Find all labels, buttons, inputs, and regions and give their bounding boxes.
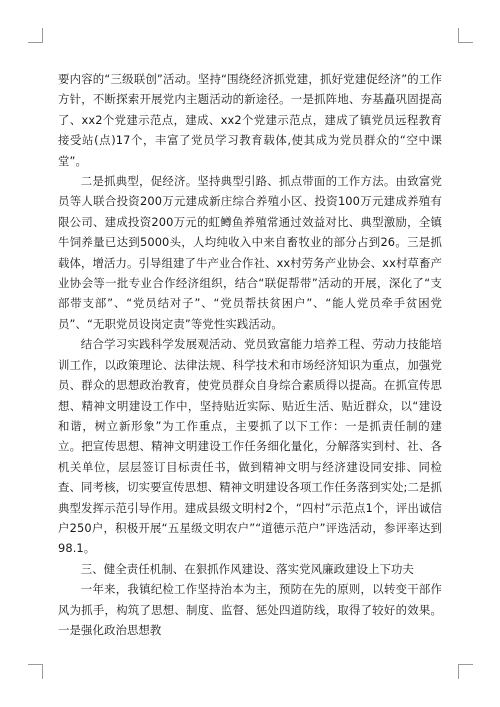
section-heading-3: 三、健全责任机制、在狠抓作风建设、落实党风廉政建设上下功夫 (80, 561, 415, 576)
crop-mark-bottom-left (28, 664, 43, 679)
crop-mark-bottom-right (458, 664, 473, 679)
paragraph-2: 二是抓典型，促经济。坚持典型引路、抓点带面的工作方法。由致富党员等人联合投资200万元建成新庄综合养殖小区、投资100万元建成养殖有限公司、建成投资200万元的虹鳟鱼养殖常通过效益对比、典型激励，全镇牛饲养量已达到5000头，人均纯收入中来自畜牧业的部分占到26。三是抓载体，增活力。引导组建了牛产业合作社、xx村劳务产业协会、xx村草畜产业协会等一批专业合作经济组织，结合“联促帮带”活动的开展，深化了“支部带支部”、“党员结对子”、“党员帮扶贫困户”、“能人党员牵手贫困党员”、“无职党员设岗定责”等党性实践活动。 (58, 174, 442, 331)
paragraph-1: 要内容的“三级联创”活动。坚持“围绕经济抓党建，抓好党建促经济”的工作方针，不断探索开展党内主题活动的新途径。一是抓阵地、夯基矗巩固提高了、xx2个党建示范点，建成、xx2个党建示范点，建成了镇党员远程教育接受站(点)17个，丰富了党员学习教育载体,使其成为党员群众的“空中课堂”。 (58, 72, 442, 168)
document-body (58, 69, 442, 640)
crop-mark-top-right (458, 28, 473, 43)
paragraph-3: 结合学习实践科学发展观活动、党员致富能力培养工程、劳动力技能培训工作，以政策理论、法律法规、科学技术和市场经济知识为重点，加强党员、群众的思想政治教育，使党员群众自身综合素质得以提高。在抓宣传思想、精神文明建设工作中，坚持贴近实际、贴近生活、贴近群众，以“建设和谐，树立新形象”为工作重点，主要抓了以下工作：一是抓责任制的建立。把宣传思想、精神文明建设工作任务细化量化，分解落实到村、社、各机关单位，层层签订目标责任书，做到精神文明与经济建设同安排、同检查、同考核，切实要宣传思想、精神文明建设各项工作任务落到实处;二是抓典型发挥示范引导作用。建成县级文明村2个，“四村”示范点1个，评出诚信户250户，积极开展“五星级文明农户”“道德示范户”评选活动，参评率达到98.1。 (58, 337, 442, 556)
crop-mark-top-left (28, 28, 43, 43)
paragraph-4: 一年来，我镇纪检工作坚持治本为主，预防在先的原则，以转变干部作风为抓手，构筑了思想、制度、监督、惩处四道防线，取得了较好的效果。一是强化政治思想教 (58, 582, 442, 637)
